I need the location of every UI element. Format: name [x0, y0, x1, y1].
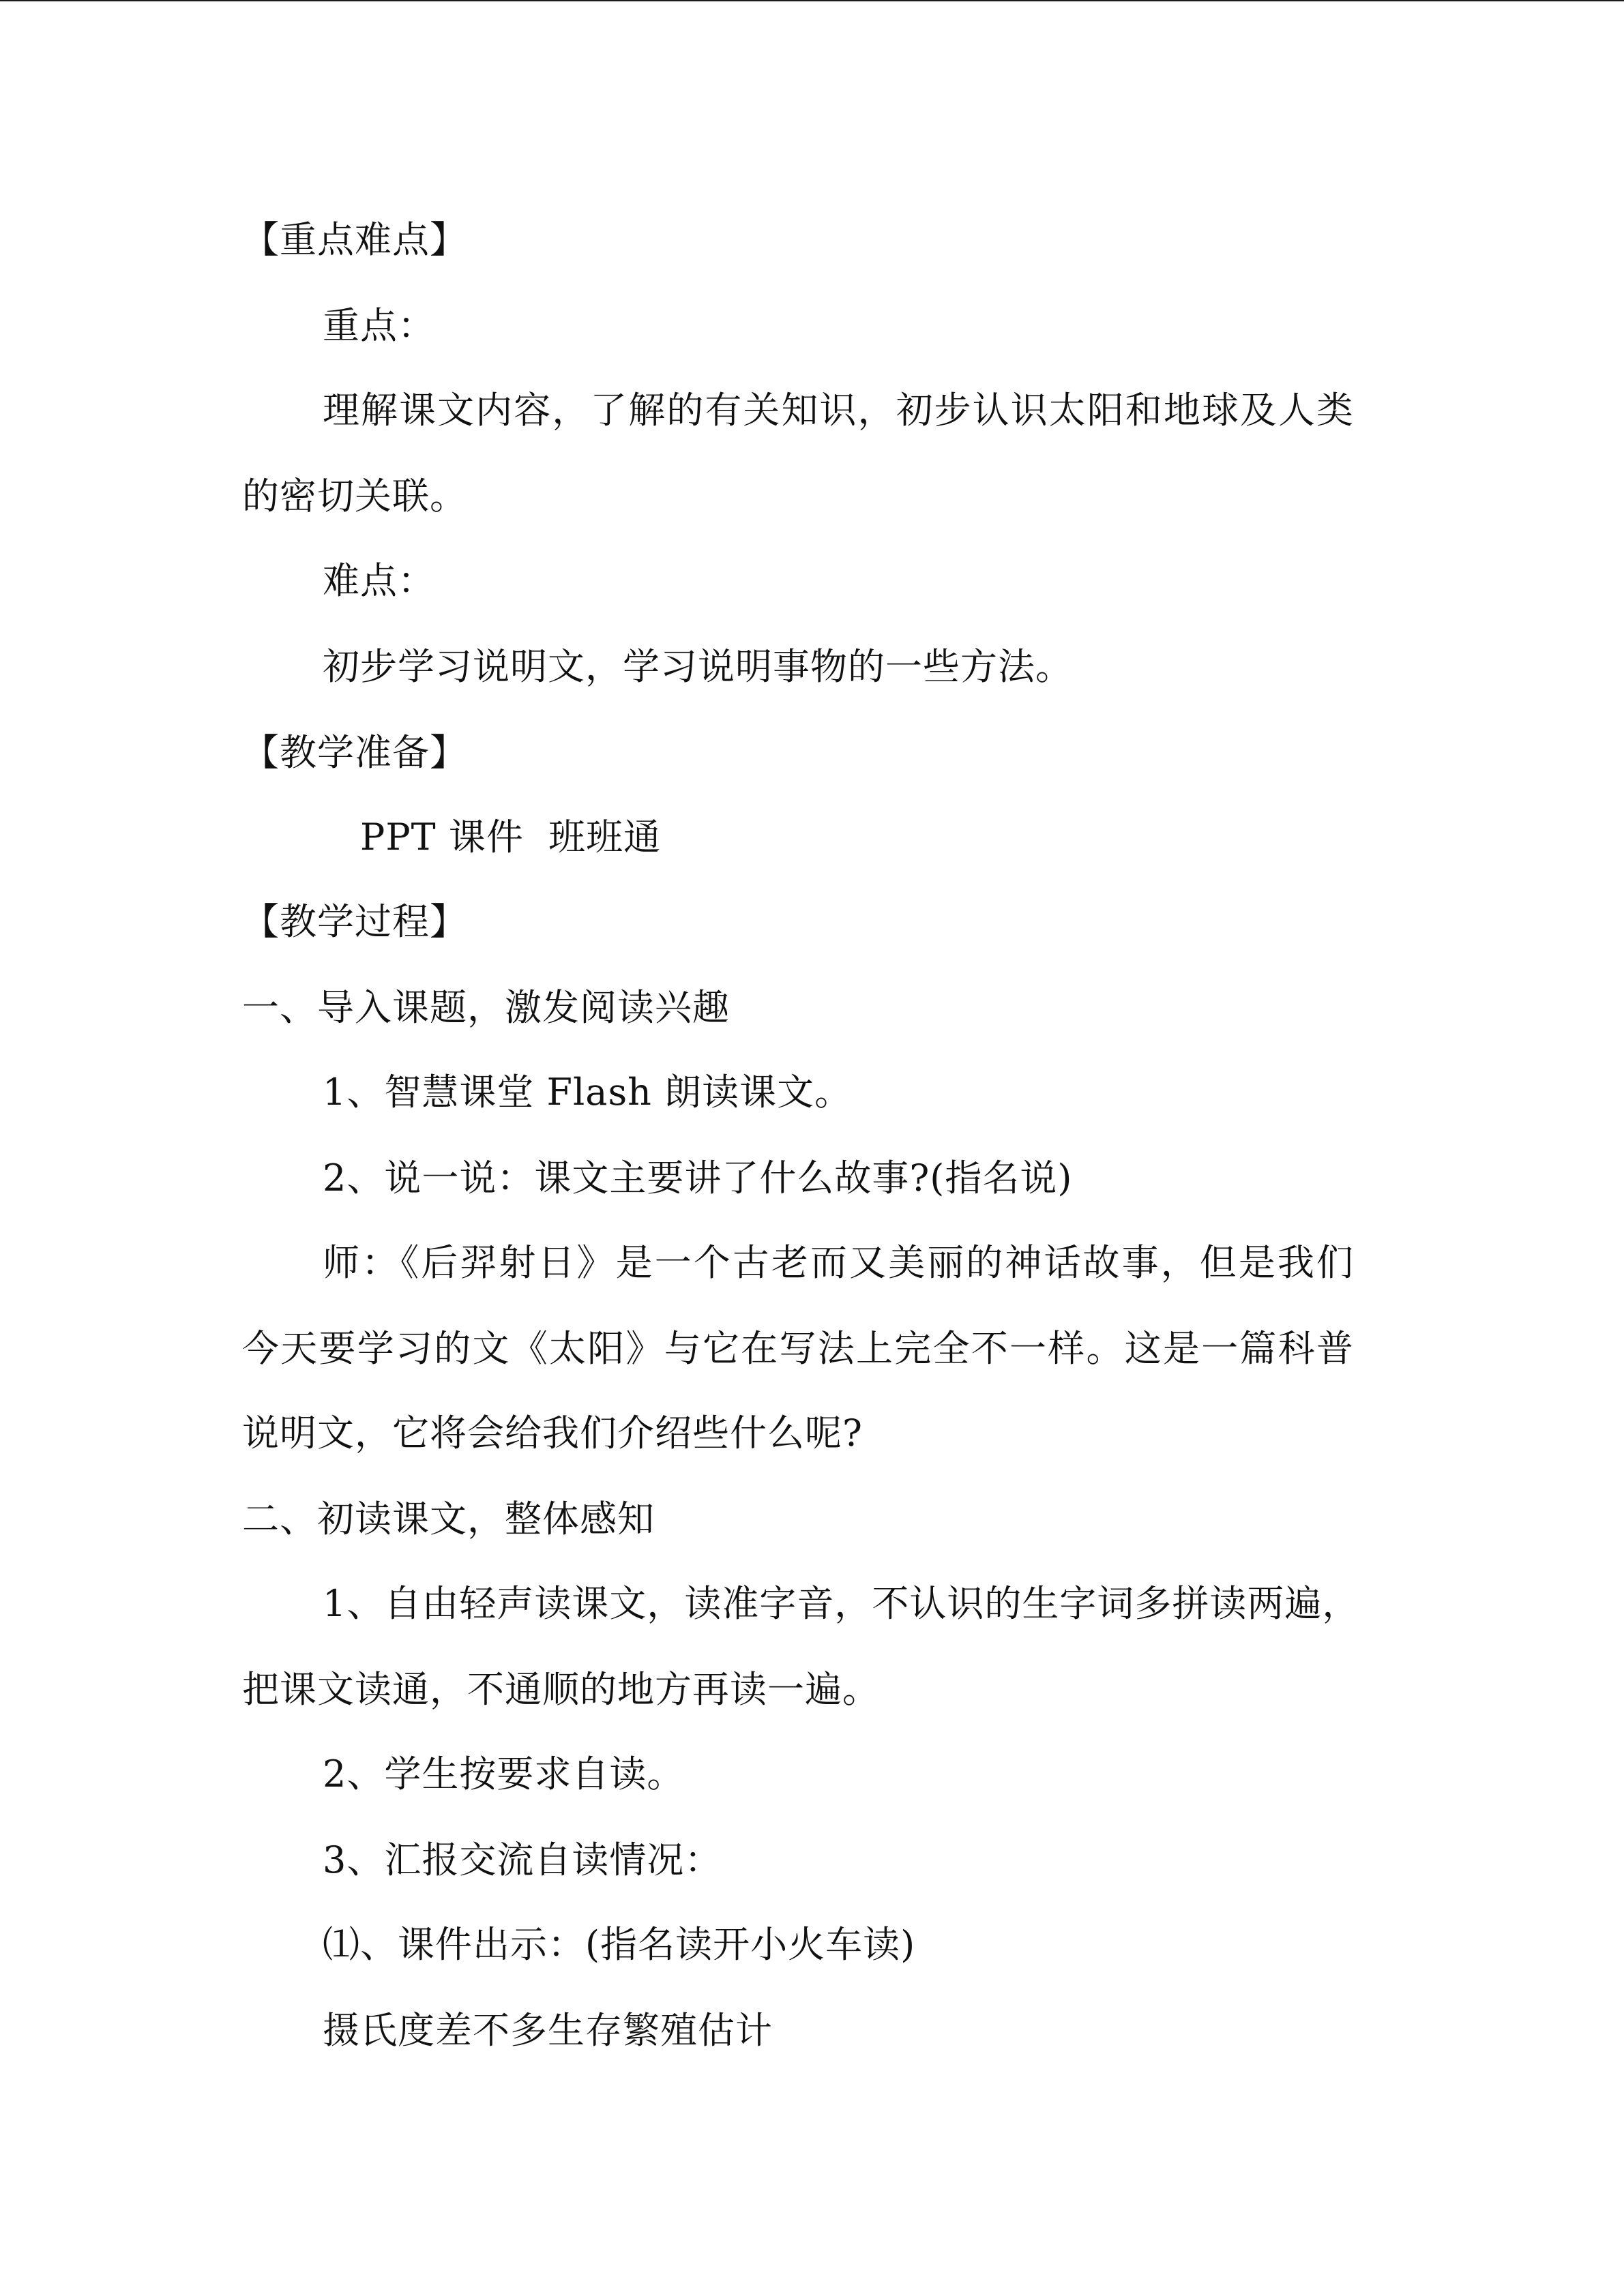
- part2-item-2: 2、学生按要求自读。: [323, 1753, 685, 1795]
- key-text-line-2: 的密切关联。: [242, 475, 467, 518]
- key-text-line-1: 理解课文内容，了解的有关知识，初步认识太阳和地球及人类: [323, 389, 1354, 432]
- prep-heading: 【教学准备】: [242, 731, 467, 774]
- key-label: 重点：: [323, 304, 435, 347]
- teacher-line-3: 说明文，它将会给我们介绍些什么呢?: [242, 1412, 863, 1455]
- part2-item-3: 3、汇报交流自读情况：: [323, 1838, 722, 1881]
- difficulty-text: 初步学习说明文，学习说明事物的一些方法。: [323, 645, 1073, 688]
- teacher-line-2: 今天要学习的文《太阳》与它在写法上完全不一样。这是一篇科普: [242, 1327, 1354, 1370]
- process-heading: 【教学过程】: [242, 900, 467, 943]
- part1-item-2: 2、说一说：课文主要讲了什么故事?(指名说): [323, 1157, 1073, 1199]
- part2-item-1-line-2: 把课文读通，不通顺的地方再读一遍。: [242, 1668, 880, 1711]
- difficulty-label: 难点：: [323, 559, 435, 602]
- part2-item-1-line-1: 1、自由轻声读课文，读准字音，不认识的生字词多拼读两遍，: [323, 1582, 1360, 1625]
- teacher-line-1: 师：《后羿射日》是一个古老而又美丽的神话故事，但是我们: [323, 1241, 1354, 1284]
- part2-sub-item-1: ⑴、课件出示：(指名读开小火车读): [323, 1923, 916, 1966]
- part1-item-1: 1、智慧课堂 Flash 朗读课文。: [323, 1071, 853, 1114]
- key-points-heading: 【重点难点】: [242, 218, 467, 261]
- part1-title: 一、导入课题，激发阅读兴趣: [242, 986, 730, 1029]
- prep-text: PPT 课件 班班通: [360, 816, 662, 859]
- part2-title: 二、初读课文，整体感知: [242, 1497, 655, 1540]
- vocabulary-line: 摄氏度差不多生存繁殖估计: [323, 2009, 773, 2052]
